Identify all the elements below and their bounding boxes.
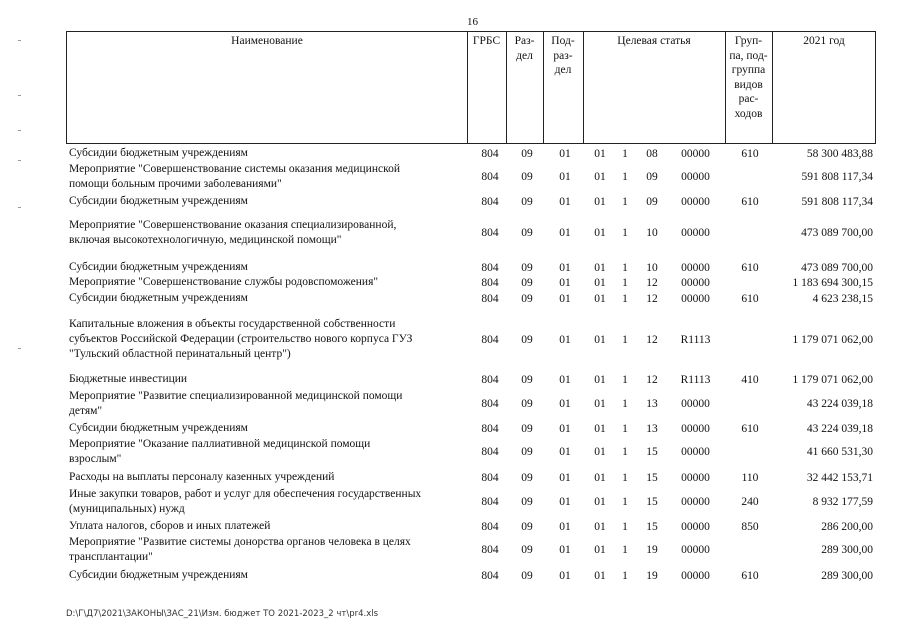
table-row bbox=[0, 317, 905, 362]
cell-c2: 1 bbox=[622, 446, 628, 458]
cell-c3: 13 bbox=[646, 398, 658, 410]
row-name: Капитальные вложения в объекты государственной собственности субъектов Российской Федерации (строительство нового корпуса ГУЗ "Тульский областной перинатальный центр") bbox=[69, 318, 413, 360]
cell-grbs: 804 bbox=[481, 334, 499, 346]
cell-c4: 00000 bbox=[681, 446, 710, 458]
cell-c2: 1 bbox=[622, 472, 628, 484]
cell-c3: 19 bbox=[646, 544, 658, 556]
cell-podr: 01 bbox=[559, 277, 571, 289]
table-row bbox=[0, 470, 905, 485]
cell-grp: 610 bbox=[741, 570, 759, 582]
cell-c3: 15 bbox=[646, 446, 658, 458]
cell-razdel: 09 bbox=[521, 423, 533, 435]
cell-razdel: 09 bbox=[521, 521, 533, 533]
row-name: Субсидии бюджетным учреждениям bbox=[69, 422, 248, 434]
table-row bbox=[0, 194, 905, 209]
table-row bbox=[0, 291, 905, 306]
cell-grp: 610 bbox=[741, 293, 759, 305]
cell-c1: 01 bbox=[594, 262, 606, 274]
cell-c2: 1 bbox=[622, 521, 628, 533]
table-row bbox=[0, 535, 905, 565]
cell-amount: 473 089 700,00 bbox=[801, 262, 873, 274]
cell-c1: 01 bbox=[594, 570, 606, 582]
cell-grbs: 804 bbox=[481, 423, 499, 435]
row-name: Мероприятие "Совершенствование системы оказания медицинской помощи больным прочими заболеваниями" bbox=[69, 163, 401, 190]
row-name: Уплата налогов, сборов и иных платежей bbox=[69, 520, 271, 532]
cell-c2: 1 bbox=[622, 496, 628, 508]
cell-c1: 01 bbox=[594, 148, 606, 160]
cell-amount: 1 179 071 062,00 bbox=[792, 334, 873, 346]
cell-c3: 12 bbox=[646, 293, 658, 305]
cell-c3: 10 bbox=[646, 262, 658, 274]
row-name: Мероприятие "Развитие системы донорства органов человека в целях трансплантации" bbox=[69, 536, 411, 563]
cell-amount: 286 200,00 bbox=[821, 521, 873, 533]
cell-podr: 01 bbox=[559, 293, 571, 305]
cell-c1: 01 bbox=[594, 496, 606, 508]
table-row bbox=[0, 389, 905, 419]
row-name: Мероприятие "Совершенствование оказания специализированной, включая высокотехнологичную, медицинской помощи" bbox=[69, 219, 397, 246]
cell-c1: 01 bbox=[594, 544, 606, 556]
cell-c3: 15 bbox=[646, 521, 658, 533]
cell-amount: 591 808 117,34 bbox=[801, 196, 873, 208]
table-row bbox=[0, 519, 905, 534]
cell-podr: 01 bbox=[559, 521, 571, 533]
cell-c4: 00000 bbox=[681, 544, 710, 556]
cell-razdel: 09 bbox=[521, 262, 533, 274]
cell-grp: 610 bbox=[741, 148, 759, 160]
cell-podr: 01 bbox=[559, 262, 571, 274]
cell-podr: 01 bbox=[559, 227, 571, 239]
cell-c4: 00000 bbox=[681, 293, 710, 305]
cell-c2: 1 bbox=[622, 227, 628, 239]
cell-c1: 01 bbox=[594, 334, 606, 346]
table-row bbox=[0, 146, 905, 161]
header-grbs: ГРБС bbox=[472, 35, 501, 47]
row-name: Мероприятие "Развитие специализированной медицинской помощи детям" bbox=[69, 390, 403, 417]
cell-c4: 00000 bbox=[681, 496, 710, 508]
cell-grbs: 804 bbox=[481, 262, 499, 274]
cell-grbs: 804 bbox=[481, 496, 499, 508]
cell-c3: 08 bbox=[646, 148, 658, 160]
cell-amount: 32 442 153,71 bbox=[806, 472, 873, 484]
cell-podr: 01 bbox=[559, 374, 571, 386]
header-name: Наименование bbox=[231, 35, 303, 47]
cell-c4: 00000 bbox=[681, 570, 710, 582]
row-name: Субсидии бюджетным учреждениям bbox=[69, 261, 248, 273]
cell-razdel: 09 bbox=[521, 148, 533, 160]
cell-c4: 00000 bbox=[681, 196, 710, 208]
cell-c4: 00000 bbox=[681, 423, 710, 435]
cell-amount: 289 300,00 bbox=[821, 544, 873, 556]
cell-c2: 1 bbox=[622, 293, 628, 305]
row-name: Субсидии бюджетным учреждениям bbox=[69, 195, 248, 207]
cell-amount: 4 623 238,15 bbox=[812, 293, 873, 305]
cell-c2: 1 bbox=[622, 374, 628, 386]
cell-c1: 01 bbox=[594, 277, 606, 289]
cell-c1: 01 bbox=[594, 196, 606, 208]
row-name: Иные закупки товаров, работ и услуг для обеспечения государственных (муниципальных) нужд bbox=[69, 488, 422, 515]
cell-podr: 01 bbox=[559, 423, 571, 435]
cell-c2: 1 bbox=[622, 196, 628, 208]
table-row bbox=[0, 218, 905, 248]
cell-grbs: 804 bbox=[481, 196, 499, 208]
cell-c4: 00000 bbox=[681, 262, 710, 274]
cell-c1: 01 bbox=[594, 171, 606, 183]
cell-grbs: 804 bbox=[481, 446, 499, 458]
cell-razdel: 09 bbox=[521, 293, 533, 305]
margin-mark bbox=[18, 40, 21, 41]
page-number: 16 bbox=[467, 16, 478, 28]
cell-grbs: 804 bbox=[481, 398, 499, 410]
cell-grbs: 804 bbox=[481, 544, 499, 556]
cell-grbs: 804 bbox=[481, 374, 499, 386]
cell-c3: 09 bbox=[646, 171, 658, 183]
cell-c1: 01 bbox=[594, 472, 606, 484]
cell-c4: 00000 bbox=[681, 171, 710, 183]
cell-c1: 01 bbox=[594, 521, 606, 533]
cell-amount: 1 183 694 300,15 bbox=[792, 277, 873, 289]
cell-razdel: 09 bbox=[521, 398, 533, 410]
row-name: Субсидии бюджетным учреждениям bbox=[69, 569, 248, 581]
header-razdel: Раз- дел bbox=[514, 35, 535, 62]
cell-razdel: 09 bbox=[521, 446, 533, 458]
cell-c1: 01 bbox=[594, 446, 606, 458]
cell-c4: 00000 bbox=[681, 521, 710, 533]
cell-podr: 01 bbox=[559, 171, 571, 183]
cell-amount: 1 179 071 062,00 bbox=[792, 374, 873, 386]
header-year: 2021 год bbox=[803, 35, 845, 47]
cell-c2: 1 bbox=[622, 570, 628, 582]
cell-grbs: 804 bbox=[481, 293, 499, 305]
table-row bbox=[0, 568, 905, 583]
table-row bbox=[0, 275, 905, 290]
cell-amount: 58 300 483,88 bbox=[806, 148, 873, 160]
cell-c3: 15 bbox=[646, 472, 658, 484]
cell-grbs: 804 bbox=[481, 277, 499, 289]
cell-podr: 01 bbox=[559, 398, 571, 410]
cell-amount: 591 808 117,34 bbox=[801, 171, 873, 183]
cell-podr: 01 bbox=[559, 544, 571, 556]
cell-razdel: 09 bbox=[521, 472, 533, 484]
cell-razdel: 09 bbox=[521, 227, 533, 239]
cell-podr: 01 bbox=[559, 148, 571, 160]
cell-c4: R1113 bbox=[680, 334, 711, 346]
cell-c4: 00000 bbox=[681, 398, 710, 410]
cell-razdel: 09 bbox=[521, 196, 533, 208]
table-row bbox=[0, 260, 905, 275]
cell-c1: 01 bbox=[594, 423, 606, 435]
cell-amount: 8 932 177,59 bbox=[812, 496, 873, 508]
row-name: Мероприятие "Оказание паллиативной медицинской помощи взрослым" bbox=[69, 438, 371, 465]
cell-podr: 01 bbox=[559, 196, 571, 208]
table-row bbox=[0, 487, 905, 517]
cell-c3: 10 bbox=[646, 227, 658, 239]
cell-razdel: 09 bbox=[521, 374, 533, 386]
cell-c3: 12 bbox=[646, 374, 658, 386]
table-row bbox=[0, 437, 905, 467]
cell-grp: 110 bbox=[741, 472, 759, 484]
margin-mark bbox=[18, 130, 21, 131]
cell-c2: 1 bbox=[622, 262, 628, 274]
margin-mark bbox=[18, 95, 21, 96]
cell-c3: 19 bbox=[646, 570, 658, 582]
cell-c1: 01 bbox=[594, 374, 606, 386]
cell-grbs: 804 bbox=[481, 148, 499, 160]
row-name: Субсидии бюджетным учреждениям bbox=[69, 292, 248, 304]
row-name: Субсидии бюджетным учреждениям bbox=[69, 147, 248, 159]
row-name: Расходы на выплаты персоналу казенных учреждений bbox=[69, 471, 335, 483]
cell-c2: 1 bbox=[622, 423, 628, 435]
cell-razdel: 09 bbox=[521, 171, 533, 183]
cell-c4: 00000 bbox=[681, 472, 710, 484]
cell-grp: 850 bbox=[741, 521, 759, 533]
cell-c1: 01 bbox=[594, 293, 606, 305]
cell-razdel: 09 bbox=[521, 277, 533, 289]
cell-c3: 13 bbox=[646, 423, 658, 435]
cell-podr: 01 bbox=[559, 472, 571, 484]
cell-c2: 1 bbox=[622, 171, 628, 183]
cell-razdel: 09 bbox=[521, 496, 533, 508]
cell-c1: 01 bbox=[594, 227, 606, 239]
cell-c4: R1113 bbox=[680, 374, 711, 386]
cell-c1: 01 bbox=[594, 398, 606, 410]
cell-amount: 473 089 700,00 bbox=[801, 227, 873, 239]
cell-amount: 43 224 039,18 bbox=[806, 423, 873, 435]
cell-grp: 610 bbox=[741, 262, 759, 274]
cell-amount: 41 660 531,30 bbox=[806, 446, 873, 458]
cell-grp: 240 bbox=[741, 496, 759, 508]
cell-grp: 410 bbox=[741, 374, 759, 386]
cell-grp: 610 bbox=[741, 196, 759, 208]
cell-grbs: 804 bbox=[481, 570, 499, 582]
row-name: Бюджетные инвестиции bbox=[69, 373, 188, 385]
cell-c3: 09 bbox=[646, 196, 658, 208]
cell-grbs: 804 bbox=[481, 171, 499, 183]
cell-c4: 00000 bbox=[681, 277, 710, 289]
cell-razdel: 09 bbox=[521, 334, 533, 346]
cell-c4: 00000 bbox=[681, 148, 710, 160]
cell-c3: 12 bbox=[646, 277, 658, 289]
header-podrazdel: Под- раз- дел bbox=[551, 35, 575, 76]
cell-razdel: 09 bbox=[521, 544, 533, 556]
cell-c3: 15 bbox=[646, 496, 658, 508]
cell-c2: 1 bbox=[622, 398, 628, 410]
header-celevaya: Целевая статья bbox=[617, 35, 691, 47]
cell-c3: 12 bbox=[646, 334, 658, 346]
cell-amount: 43 224 039,18 bbox=[806, 398, 873, 410]
cell-c2: 1 bbox=[622, 544, 628, 556]
table-row bbox=[0, 372, 905, 387]
cell-podr: 01 bbox=[559, 570, 571, 582]
cell-c2: 1 bbox=[622, 277, 628, 289]
header-gruppa: Груп- па, под- группа видов рас- ходов bbox=[729, 35, 768, 120]
cell-c4: 00000 bbox=[681, 227, 710, 239]
row-name: Мероприятие "Совершенствование службы родовспоможения" bbox=[69, 276, 379, 288]
cell-razdel: 09 bbox=[521, 570, 533, 582]
table-row bbox=[0, 421, 905, 436]
cell-podr: 01 bbox=[559, 334, 571, 346]
cell-grbs: 804 bbox=[481, 521, 499, 533]
cell-grp: 610 bbox=[741, 423, 759, 435]
cell-podr: 01 bbox=[559, 496, 571, 508]
table-row bbox=[0, 162, 905, 192]
cell-c2: 1 bbox=[622, 334, 628, 346]
cell-grbs: 804 bbox=[481, 227, 499, 239]
cell-c2: 1 bbox=[622, 148, 628, 160]
file-path-footer: D:\Г\Д7\2021\ЗАКОНЫ\ЗАС_21\Изм. бюджет ТО 2021-2023_2 чт\pr4.xls bbox=[66, 609, 379, 619]
cell-grbs: 804 bbox=[481, 472, 499, 484]
cell-amount: 289 300,00 bbox=[821, 570, 873, 582]
cell-podr: 01 bbox=[559, 446, 571, 458]
